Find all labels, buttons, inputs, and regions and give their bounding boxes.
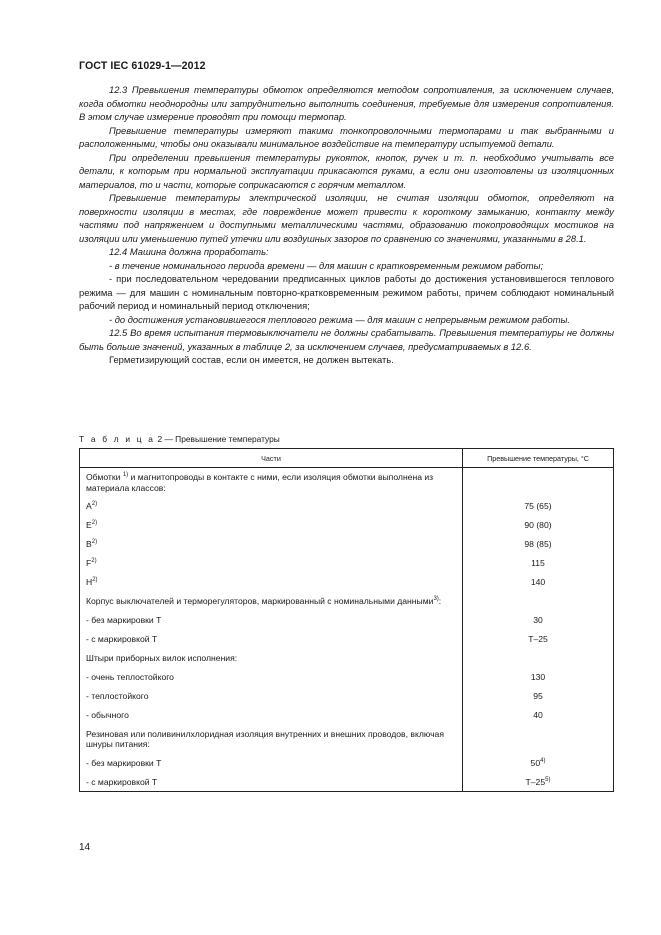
rubber-with-marking-value: Т–25$^{5)}$ — [463, 773, 614, 792]
plug-heat-resistant-value: 95 — [463, 687, 614, 706]
class-a-label: $A^{2)}$ — [80, 497, 463, 516]
plug-very-heat-resistant-label: - очень теплостойкого — [80, 668, 463, 687]
table-row — [80, 668, 614, 687]
plug-ordinary-label: - обычного — [80, 706, 463, 725]
list-item-continuous: - до достижения установившегося теплового режима — для машин с непрерывным режимом работы. — [109, 313, 571, 325]
table-row — [80, 535, 614, 554]
switch-with-marking-label: - с маркировкой Т — [80, 630, 463, 649]
class-e-value: 90 (80) — [463, 516, 614, 535]
document-header: ГОСТ IEC 61029-1—2012 — [79, 60, 206, 72]
table-row — [80, 706, 614, 725]
list-item-cycles: - при последовательном чередовании предписанных циклов работы до достижения установившегося теплового режима — для машин с номинальным повторно-кратковременным режимом работы, причем соблюдают номинальный рабочий период и номинальный период отключения; — [79, 273, 614, 311]
table-row — [80, 725, 614, 754]
table-row — [80, 649, 614, 668]
switch-no-marking-label: - без маркировки Т — [80, 611, 463, 630]
class-f-value: 115 — [463, 554, 614, 573]
class-h-label: $H^{2)}$ — [80, 573, 463, 592]
table-caption-label: Т а б л и ц а — [79, 434, 156, 444]
column-header-temperature: Превышение температуры, °С — [463, 449, 614, 468]
paragraph-sealing: Герметизирующий состав, если он имеется, не должен вытекать. — [109, 354, 394, 365]
table-row — [80, 554, 614, 573]
class-h-value: 140 — [463, 573, 614, 592]
switch-housing-heading: Корпус выключателей и терморегуляторов, маркированный с номинальными данными$^{3)}$: — [80, 592, 463, 611]
paragraph-handles: При определении превышения температуры рукояток, кнопок, ручек и т. п. необходимо учитывать все детали, к которым при нормальной эксплуатации прикасаются руками, а если они изготовлены из изоляционных материалов, то и части, которые соприкасаются с горячим металлом. — [79, 151, 614, 190]
column-header-parts: Части — [80, 449, 463, 468]
table-row — [80, 687, 614, 706]
paragraph-12-3: 12.3 Превышения температуры обмоток определяются методом сопротивления, за исключением случаев, когда обмотки неоднородны или затруднительно выполнить соединения, требуемые для измерения сопротивления. В этом случае измерение проводят при помощи термопар. — [79, 84, 614, 122]
table-row — [80, 573, 614, 592]
body-text — [79, 83, 614, 367]
class-e-label: $E^{2)}$ — [80, 516, 463, 535]
plug-ordinary-value: 40 — [463, 706, 614, 725]
table-caption — [79, 434, 280, 444]
switch-no-marking-value: 30 — [463, 611, 614, 630]
table-row — [80, 773, 614, 792]
class-b-label: $B^{2)}$ — [80, 535, 463, 554]
paragraph-insulation: Превышение температуры электрической изоляции, не считая изоляции обмоток, определяют на поверхности изоляции в местах, где повреждение может привести к короткому замыканию, контакту между частями под напряжением и доступными металлическими частями, образованию токопроводящих мостиков на изоляции или уменьшению путей утечки или воздушных зазоров по сравнению со значениями, указанными в 28.1. — [79, 192, 614, 244]
table-header-row — [80, 449, 614, 468]
plugs-heading: Штыри приборных вилок исполнения: — [80, 649, 463, 668]
rubber-no-marking-value: 50$^{4)}$ — [463, 754, 614, 773]
paragraph-12-4: 12.4 Машина должна проработать: — [109, 246, 269, 257]
table-caption-title: 2 — Превышение температуры — [157, 434, 280, 444]
paragraph-12-5: 12.5 Во время испытания термовыключатели не должны срабатывать. Превышения температуры не должны быть больше значений, указанных в таблице 2, за исключением случаев, предусматриваемых в 12.6. — [79, 327, 614, 352]
table-row — [80, 611, 614, 630]
table-row — [80, 592, 614, 611]
list-item-rated-period: - в течение номинального периода времени — для машин с кратковременным режимом работы; — [109, 259, 544, 271]
class-f-label: $F^{2)}$ — [80, 554, 463, 573]
switch-with-marking-value: Т–25 — [463, 630, 614, 649]
table-row — [80, 516, 614, 535]
temperature-rise-table — [79, 448, 614, 792]
class-b-value: 98 (85) — [463, 535, 614, 554]
rubber-insulation-heading: Резиновая или поливинилхлоридная изоляция внутренних и внешних проводов, включая шнуры питания: — [80, 725, 463, 754]
table-row — [80, 468, 614, 498]
plug-very-heat-resistant-value: 130 — [463, 668, 614, 687]
table-row — [80, 754, 614, 773]
windings-heading: Обмотки $^{1)}$ и магнитопроводы в контакте с ними, если изоляция обмотки выполнена из материала классов: — [80, 468, 463, 498]
page-number: 14 — [79, 842, 91, 853]
table-row — [80, 497, 614, 516]
table-row — [80, 630, 614, 649]
paragraph-thermocouples: Превышение температуры измеряют такими тонкопроволочными термопарами и так выбранными и расположенными, чтобы они оказывали минимальное воздействие на температуру испытуемой детали. — [79, 124, 614, 149]
rubber-with-marking-label: - с маркировкой Т — [80, 773, 463, 792]
rubber-no-marking-label: - без маркировки Т — [80, 754, 463, 773]
plug-heat-resistant-label: - теплостойкого — [80, 687, 463, 706]
class-a-value: 75 (65) — [463, 497, 614, 516]
